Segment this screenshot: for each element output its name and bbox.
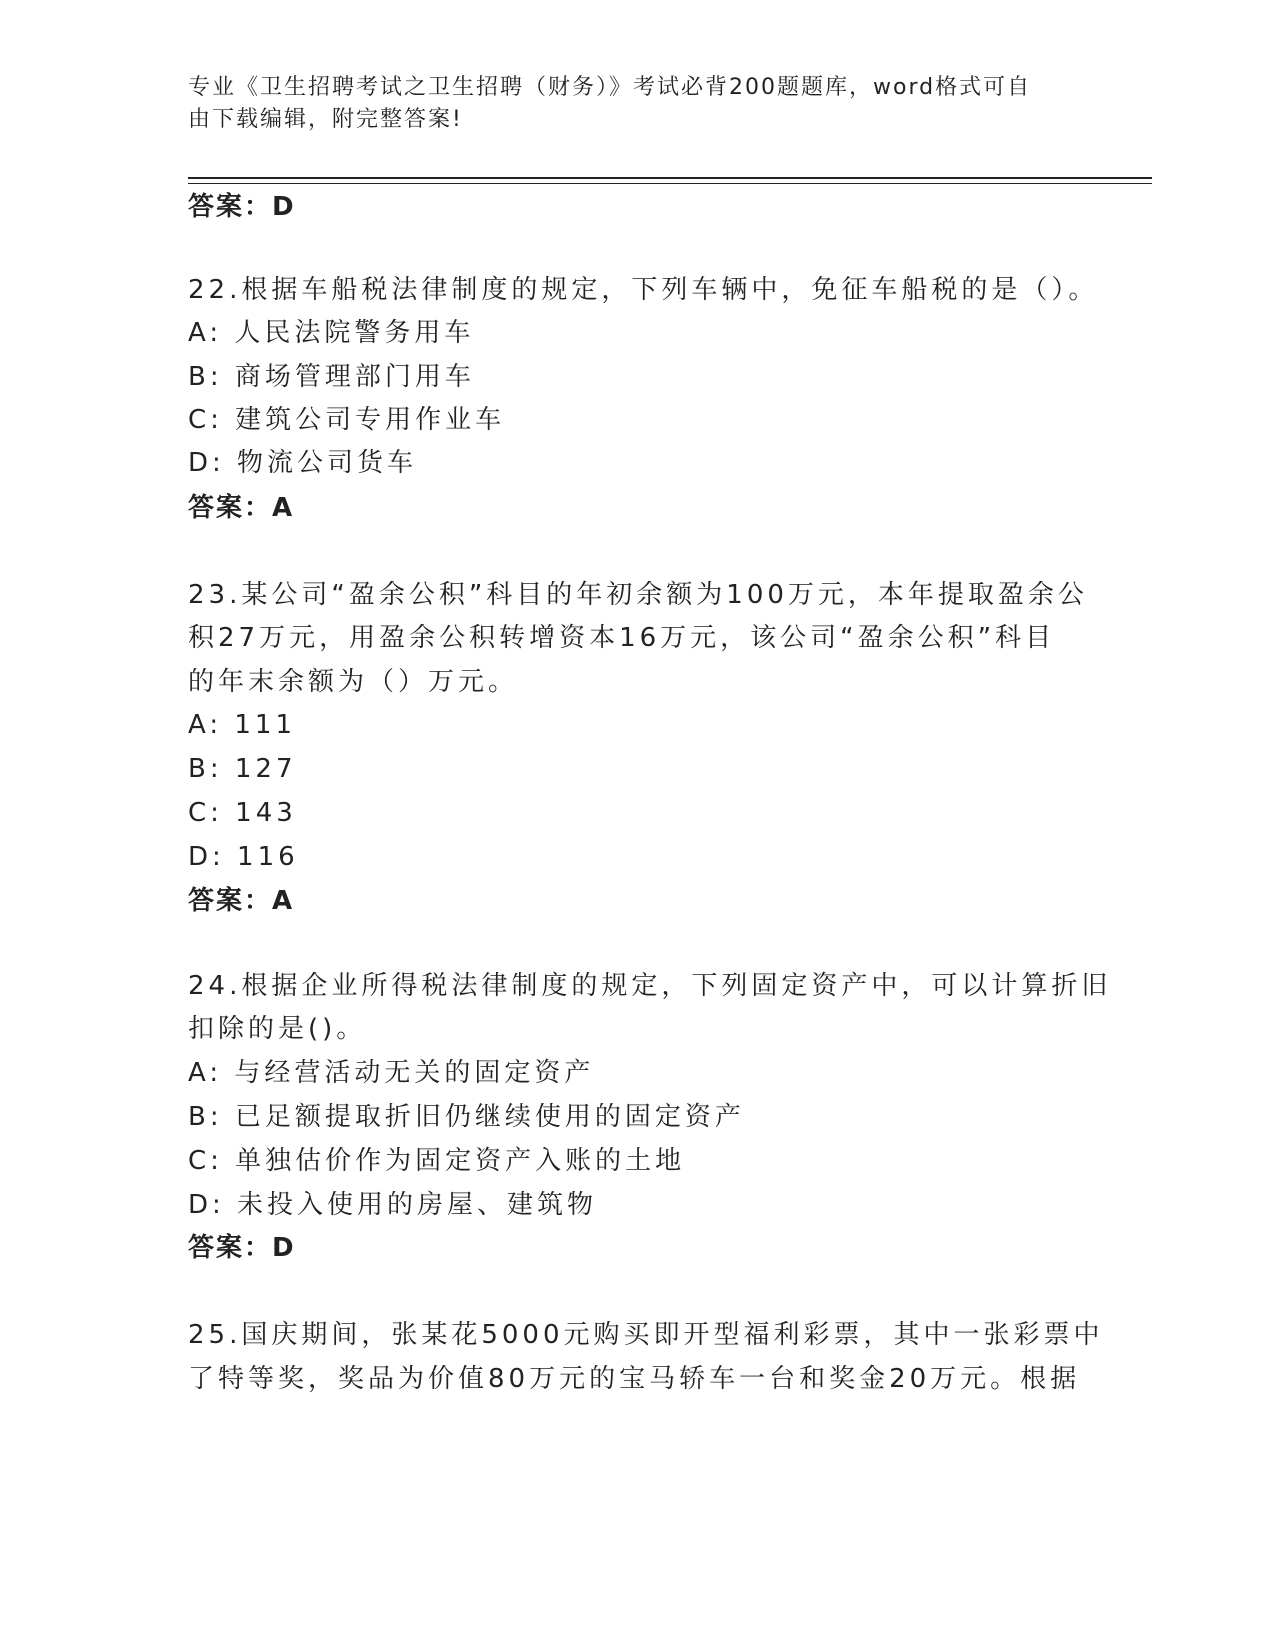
question-24-option-c: C: 单独估价作为固定资产入账的土地 <box>188 1146 686 1176</box>
question-22-option-d: D: 物流公司货车 <box>188 448 418 478</box>
question-25-stem-1: 25.国庆期间，张某花5000元购买即开型福利彩票，其中一张彩票中 <box>188 1320 1104 1350</box>
question-24-stem-2: 扣除的是()。 <box>188 1014 367 1044</box>
question-22-option-b: B: 商场管理部门用车 <box>188 362 475 392</box>
question-23-option-b: B: 127 <box>188 754 297 784</box>
question-23-option-d: D: 116 <box>188 842 299 872</box>
answer-22: 答案：A <box>188 493 295 523</box>
question-25-stem-2: 了特等奖，奖品为价值80万元的宝马轿车一台和奖金20万元。根据 <box>188 1364 1081 1394</box>
question-23-stem-2: 积27万元，用盈余公积转增资本16万元，该公司“盈余公积”科目 <box>188 623 1056 653</box>
question-23-stem-1: 23.某公司“盈余公积”科目的年初余额为100万元，本年提取盈余公 <box>188 580 1088 610</box>
question-23-stem-3: 的年末余额为（）万元。 <box>188 667 519 697</box>
question-23-option-a: A: 111 <box>188 710 296 740</box>
answer-24: 答案：D <box>188 1233 296 1263</box>
question-24-stem-1: 24.根据企业所得税法律制度的规定，下列固定资产中，可以计算折旧 <box>188 971 1112 1001</box>
header-rule-thin <box>188 183 1152 184</box>
question-24-option-b: B: 已足额提取折旧仍继续使用的固定资产 <box>188 1102 745 1132</box>
document-header <box>188 72 1068 136</box>
answer-21: 答案：D <box>188 192 296 222</box>
header-rule-thick <box>188 177 1152 179</box>
answer-23: 答案：A <box>188 886 295 916</box>
question-22-option-a: A: 人民法院警务用车 <box>188 318 475 348</box>
header-line-2: 由下载编辑，附完整答案! <box>188 107 463 132</box>
question-22-stem: 22.根据车船税法律制度的规定，下列车辆中，免征车船税的是（）。 <box>188 275 1099 305</box>
question-23-option-c: C: 143 <box>188 798 297 828</box>
question-22-option-c: C: 建筑公司专用作业车 <box>188 405 506 435</box>
header-line-1: 专业《卫生招聘考试之卫生招聘（财务）》考试必背200题题库，word格式可自 <box>188 75 1032 100</box>
question-24-option-d: D: 未投入使用的房屋、建筑物 <box>188 1190 598 1220</box>
question-24-option-a: A: 与经营活动无关的固定资产 <box>188 1058 595 1088</box>
